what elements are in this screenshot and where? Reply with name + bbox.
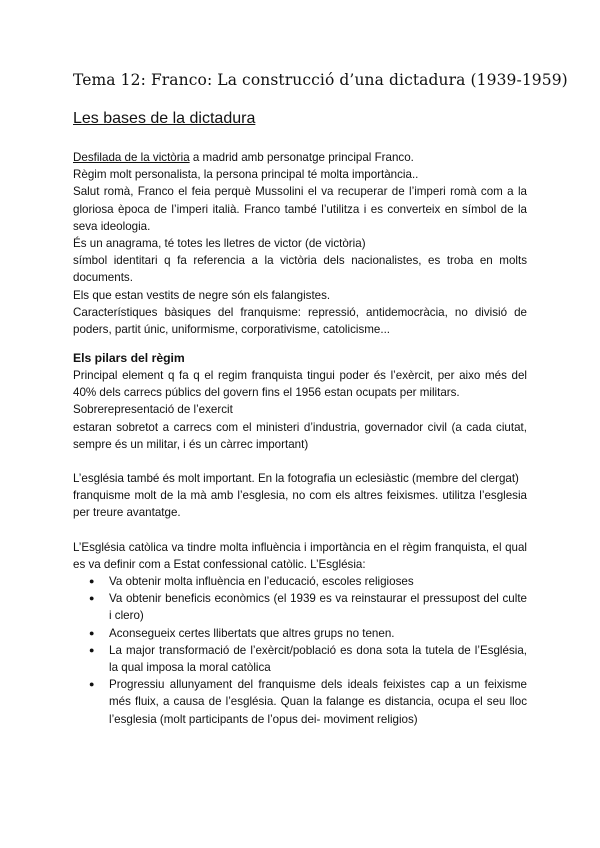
section-heading-bases: Les bases de la dictadura xyxy=(73,110,256,127)
paragraph: estaran sobretot a carrecs com el ministeri d’industria, governador civil (a cada ciutat, sempre és un militar, i és un càrrec important) xyxy=(73,420,527,451)
paragraph: És un anagrama, té totes les lletres de victor (de victòria) xyxy=(73,237,366,251)
paragraph: Salut romà, Franco el feia perquè Mussolini el va recuperar de l’imperi romà com a la gloriosa època de l’imperi italià. Franco també l’utilitza i es converteix en símbol de la seva ideologia. xyxy=(73,185,527,233)
paragraph-desfilada xyxy=(73,149,527,166)
list-item: ● Va obtenir beneficis econòmics (el 1939 es va reinstaurar el pressupost del culte i clero) xyxy=(73,590,527,624)
church-bullet-list xyxy=(73,573,527,728)
list-item: ● Aconsegueix certes llibertats que altres grups no tenen. xyxy=(73,625,527,642)
paragraph: franquisme molt de la mà amb l’esglesia, no com els altres feixismes. utilitza l’esglesia per treure avantatge. xyxy=(73,489,527,520)
blank-line xyxy=(73,453,527,470)
paragraph: Característiques bàsiques del franquisme: repressió, antidemocràcia, no divisió de poders, partit únic, uniformisme, corporativisme, catolicisme... xyxy=(73,305,527,337)
paragraph: L’església també és molt important. En la fotografia un eclesiàstic (membre del clergat) xyxy=(73,472,519,486)
desfilada-link-text: Desfilada de la victòria xyxy=(73,151,190,164)
blank-line xyxy=(73,522,527,539)
paragraph: símbol identitari q fa referencia a la victòria dels nacionalistes, es troba en molts documents. xyxy=(73,254,527,285)
section-heading-pilars: Els pilars del règim xyxy=(73,351,185,365)
paragraph-church-intro: L’Església catòlica va tindre molta influència i importància en el règim franquista, el qual es va definir com a Estat confessional catòlic. L’Església: xyxy=(73,540,527,571)
paragraph: Sobrerepresentació de l’exercit xyxy=(73,403,233,417)
list-item: ● La major transformació de l’exèrcit/població es dona sota la tutela de l’Església, la qual imposa la moral catòlica xyxy=(73,642,527,676)
paragraph: Els que estan vestits de negre són els falangistes. xyxy=(73,288,331,302)
desfilada-rest-text: a madrid amb personatge principal Franco. xyxy=(189,151,414,164)
list-item: ● Va obtenir molta influència en l’educació, escoles religioses xyxy=(73,573,527,590)
paragraph: Principal element q fa q el regim franquista tingui poder és l’exèrcit, per aixo més del 40% dels carrecs públics del govern fins el 1956 estan ocupats per militars. xyxy=(73,369,527,400)
paragraph: Règim molt personalista, la persona principal té molta importància.. xyxy=(73,168,419,182)
document-title: Tema 12: Franco: La construcció d’una dictadura (1939-1959) xyxy=(73,71,568,89)
section-bases-body xyxy=(73,149,527,338)
list-item: ● Progressiu allunyament del franquisme dels ideals feixistes cap a un feixisme més fluix, a causa de l’església. Quan la falange es distancia, ocupa el seu lloc l’esglesia (molt participants de l’opus dei- moviment religios) xyxy=(73,676,527,728)
section-pilars-body xyxy=(73,349,527,728)
